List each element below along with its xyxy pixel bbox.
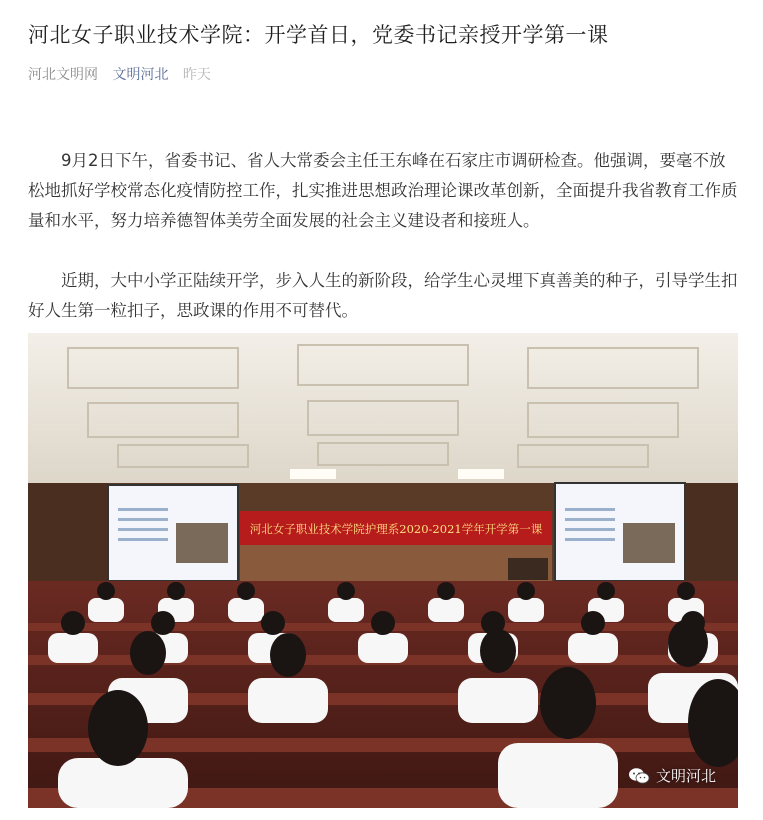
publish-time: 昨天 [182, 67, 211, 83]
wechat-icon [628, 767, 650, 785]
watermark-text: 文明河北 [655, 767, 716, 785]
banner-text: 河北女子职业技术学院护理系2020-2021学年开学第一课 [249, 522, 543, 536]
watermark [628, 765, 716, 786]
article-meta [28, 66, 221, 84]
paragraph-2: 近期，大中小学正陆续开学，步入人生的新阶段，给学生心灵埋下真善美的种子，引导学生扣好人生第一粒扣子，思政课的作用不可替代。 [28, 271, 738, 320]
photo-illustration [28, 333, 738, 808]
source-label: 河北文明网 [28, 67, 98, 83]
lecture-hall-photo[interactable] [28, 333, 738, 808]
account-link[interactable]: 文明河北 [112, 67, 169, 83]
article-title: 河北女子职业技术学院：开学首日，党委书记亲授开学第一课 [28, 23, 609, 47]
paragraph-1: 9月2日下午，省委书记、省人大常委会主任王东峰在石家庄市调研检查。他强调，要毫不放松地抓好学校常态化疫情防控工作，扎实推进思想政治理论课改革创新，全面提升我省教育工作质量和水平，努力培养德智体美劳全面发展的社会主义建设者和接班人。 [28, 151, 738, 230]
